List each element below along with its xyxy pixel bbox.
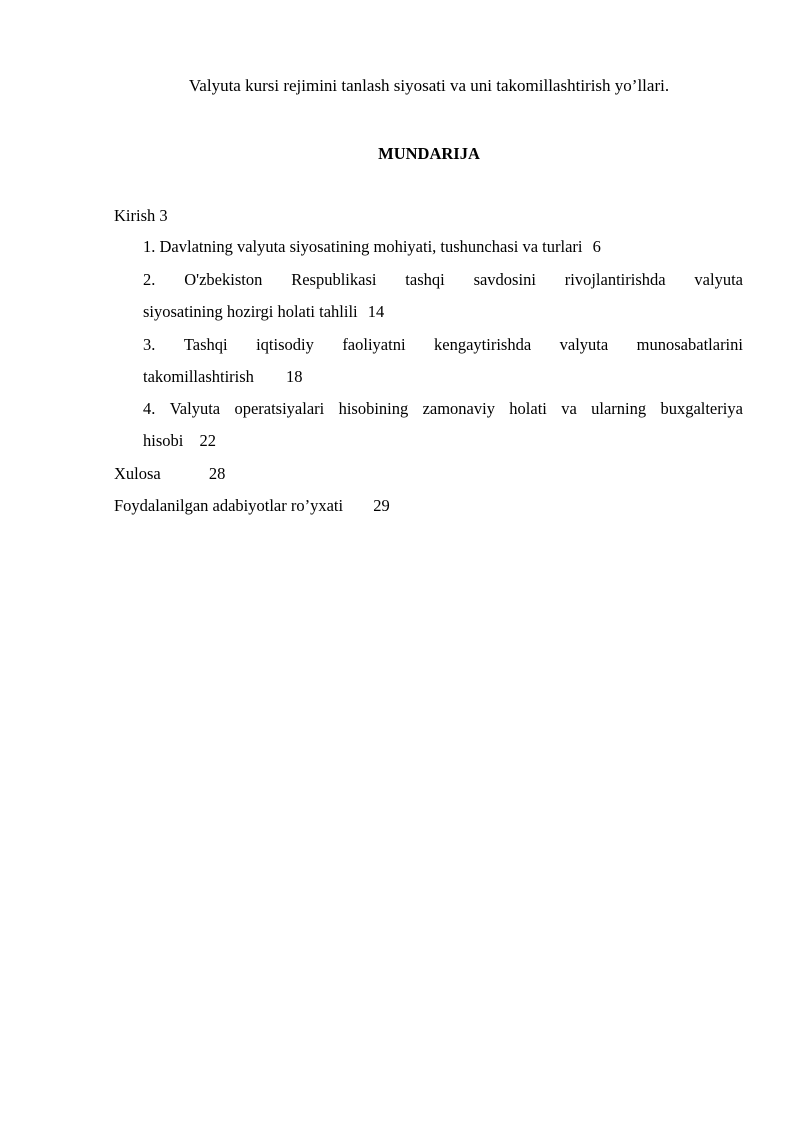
- toc-entry-page: 28: [208, 464, 226, 483]
- toc-heading: MUNDARIJA: [378, 144, 480, 163]
- toc-entry-label: Foydalanilgan adabiyotlar ro’yxati: [114, 496, 344, 515]
- toc-entry-label: siyosatining hozirgi holati tahlili: [143, 302, 358, 321]
- toc-entry-label: takomillashtirish: [143, 367, 254, 386]
- toc-entry-label: Xulosa: [114, 464, 161, 483]
- toc-entry-2-line1: 2. O'zbekiston Respublikasi tashqi savdosini rivojlantirishda valyuta: [143, 270, 743, 289]
- toc-entry-label: Kirish: [114, 206, 156, 225]
- toc-entry-references: [114, 496, 390, 516]
- toc-entry-2-line2: [143, 302, 384, 322]
- toc-entry-3-line1: 3. Tashqi iqtisodiy faoliyatni kengaytirishda valyuta munosabatlarini: [143, 335, 743, 354]
- toc-entry-page: 18: [286, 367, 303, 386]
- toc-entry-label: hisobi: [143, 431, 184, 450]
- toc-entry-page: 3: [159, 206, 168, 225]
- toc-entry-page: 29: [373, 496, 390, 515]
- toc-entry-4-line1: 4. Valyuta operatsiyalari hisobining zamonaviy holati va ularning buxgalteriya: [143, 399, 743, 418]
- toc-entry-conclusion: [114, 464, 225, 484]
- toc-entry-page: 22: [199, 431, 216, 450]
- toc-entry-3-line2: [143, 367, 303, 387]
- toc-entry-label: 1. Davlatning valyuta siyosatining mohiyati, tushunchasi va turlari: [143, 237, 583, 256]
- toc-entry-1: [143, 237, 601, 257]
- toc-entry-page: 14: [367, 302, 385, 321]
- toc-entry-4-line2: [143, 431, 216, 451]
- toc-entry-intro: [114, 206, 168, 226]
- toc-entry-page: 6: [592, 237, 601, 256]
- document-title: Valyuta kursi rejimini tanlash siyosati va uni takomillashtirish yo’llari.: [188, 76, 670, 95]
